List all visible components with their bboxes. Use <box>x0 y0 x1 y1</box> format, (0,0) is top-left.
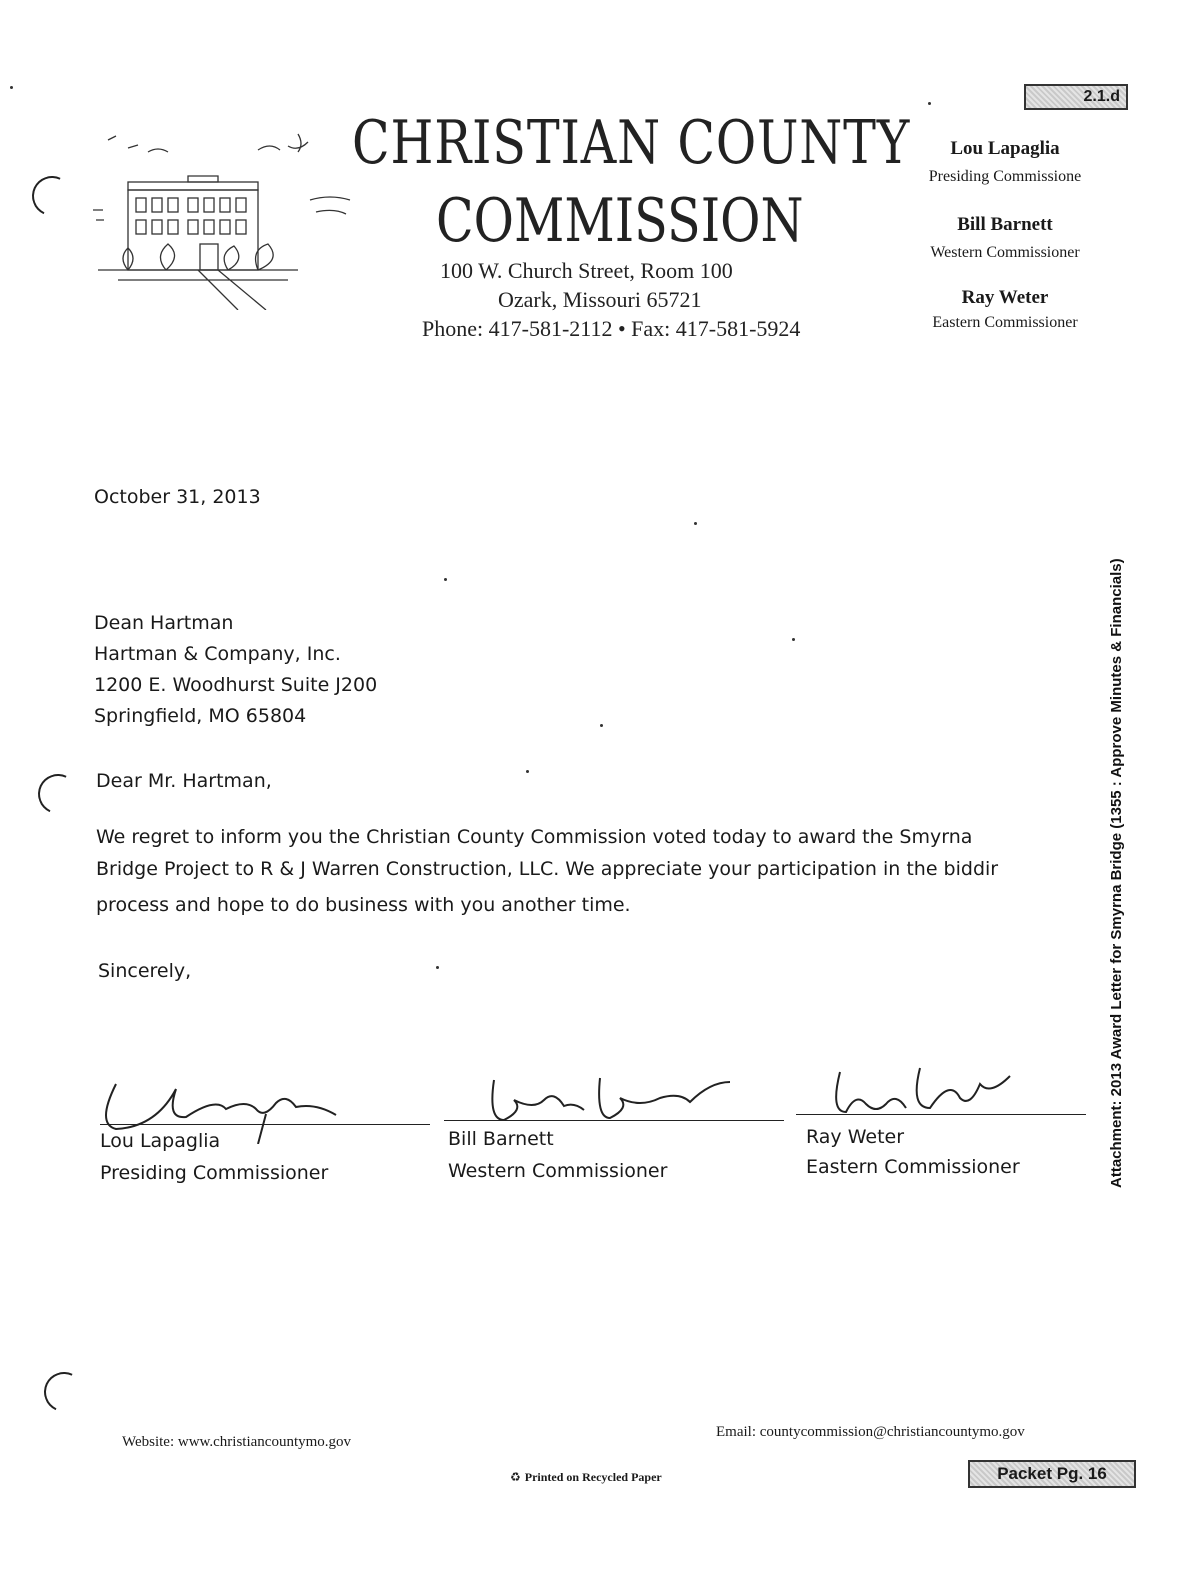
letter-date: October 31, 2013 <box>94 486 261 508</box>
signature-ray-weter <box>820 1062 1040 1132</box>
commissioner-1-role: Presiding Commissione <box>928 168 1082 185</box>
document-code-badge: 2.1.d <box>1024 84 1128 110</box>
recipient-line: 1200 E. Woodhurst Suite J200 <box>94 674 378 696</box>
letterhead-title-line1: CHRISTIAN COUNTY <box>352 108 911 178</box>
letterhead-address-line1: 100 W. Church Street, Room 100 <box>440 258 733 283</box>
recipient-line: Springfield, MO 65804 <box>94 705 307 727</box>
commissioner-3-role: Eastern Commissioner <box>932 314 1078 331</box>
recycle-icon: ♻ <box>510 1470 521 1484</box>
scan-speck <box>694 522 697 525</box>
scan-speck <box>600 724 603 727</box>
punch-hole-mark <box>32 768 83 819</box>
signature-1-name: Lou Lapaglia <box>100 1130 221 1152</box>
signature-2-title: Western Commissioner <box>448 1160 668 1182</box>
body-paragraph-line: process and hope to do business with you another time. <box>96 894 631 916</box>
recipient-line: Dean Hartman <box>94 612 234 634</box>
scan-speck <box>526 770 529 773</box>
letterhead-address-line2: Ozark, Missouri 65721 <box>498 287 702 312</box>
signature-3-name: Ray Weter <box>806 1126 905 1148</box>
recycled-label: Printed on Recycled Paper <box>524 1470 662 1484</box>
commissioner-1-name: Lou Lapaglia <box>950 138 1060 159</box>
signature-1-title: Presiding Commissioner <box>100 1162 329 1184</box>
packet-page-badge: Packet Pg. 16 <box>968 1460 1136 1488</box>
signature-3-title: Eastern Commissioner <box>806 1156 1020 1178</box>
commissioner-3-name: Ray Weter <box>961 287 1049 308</box>
signature-2-name: Bill Barnett <box>448 1128 554 1150</box>
letterhead-contact-line: Phone: 417-581-2112 • Fax: 417-581-5924 <box>422 316 801 341</box>
signature-bill-barnett <box>480 1070 750 1130</box>
courthouse-illustration <box>88 120 368 310</box>
scan-speck <box>444 578 447 581</box>
attachment-side-note: Attachment: 2013 Award Letter for Smyrna Bridge (1355 : Approve Minutes & Financials) <box>1108 558 1125 1188</box>
footer-email: Email: countycommission@christiancountymo.gov <box>716 1424 1025 1440</box>
footer-website: Website: www.christiancountymo.gov <box>122 1434 352 1450</box>
scan-speck <box>436 966 439 969</box>
footer-recycled <box>510 1470 662 1485</box>
closing: Sincerely, <box>98 960 192 982</box>
body-paragraph-line: We regret to inform you the Christian County Commission voted today to award the Smyrna <box>96 826 973 848</box>
punch-hole-mark <box>38 1366 89 1417</box>
signature-line <box>444 1120 784 1121</box>
scan-speck <box>10 86 13 89</box>
signature-line <box>796 1114 1086 1115</box>
signature-line <box>100 1124 430 1125</box>
salutation: Dear Mr. Hartman, <box>96 770 272 792</box>
letterhead-title-line2: COMMISSION <box>436 186 804 256</box>
scan-speck <box>928 102 931 105</box>
body-paragraph-line: Bridge Project to R & J Warren Construction, LLC. We appreciate your participation in the biddir <box>96 858 999 880</box>
commissioner-2-role: Western Commissioner <box>930 244 1080 261</box>
punch-hole-mark <box>26 170 77 221</box>
commissioner-2-name: Bill Barnett <box>957 214 1053 235</box>
recipient-line: Hartman & Company, Inc. <box>94 643 341 665</box>
scan-speck <box>792 638 795 641</box>
